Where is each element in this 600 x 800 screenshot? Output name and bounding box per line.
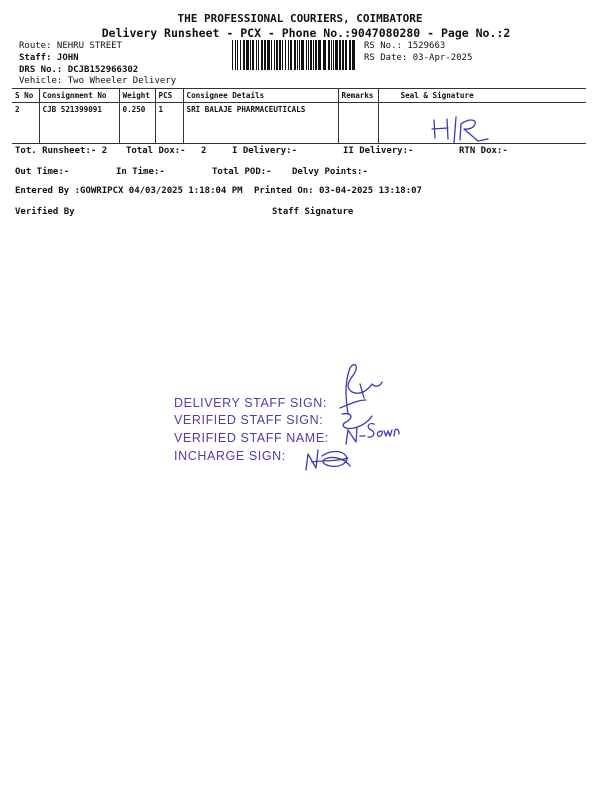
col-header-pcs: PCS <box>155 89 183 103</box>
drs-number: DRS No.: DCJB152966302 <box>19 65 139 75</box>
total-dox-label: Total Dox:- <box>126 146 186 156</box>
runsheet-table <box>12 88 586 144</box>
printed-on: Printed On: 03-04-2025 13:18:07 <box>254 186 422 196</box>
col-header-consignee: Consignee Details <box>183 89 338 103</box>
verified-by: Verified By <box>15 207 75 217</box>
in-time: In Time:- <box>116 167 165 177</box>
cell-consignment: CJB 521399091 <box>39 103 119 144</box>
total-pod: Total POD:- <box>212 167 272 177</box>
table-row <box>12 103 586 144</box>
cell-consignee: SRI BALAJE PHARMACEUTICALS <box>183 103 338 144</box>
staff-signature-label: Staff Signature <box>272 207 354 217</box>
col-header-sno: S No <box>15 91 34 100</box>
col-header-remarks: Remarks <box>338 89 378 103</box>
cell-remarks <box>338 103 378 144</box>
total-dox-value: 2 <box>201 146 207 156</box>
col-header-weight: Weight <box>119 89 155 103</box>
cell-pcs: 1 <box>155 103 183 144</box>
barcode-image <box>232 40 358 70</box>
staff-text: Staff: JOHN <box>19 53 79 63</box>
stamp-verified-staff-sign: VERIFIED STAFF SIGN: <box>174 413 324 427</box>
i-delivery: I Delivery:- <box>232 146 298 156</box>
entered-by: Entered By :GOWRIPCX 04/03/2025 1:18:04 PM <box>15 186 243 196</box>
ii-delivery: II Delivery:- <box>343 146 414 156</box>
vehicle-text: Vehicle: Two Wheeler Delivery <box>19 76 177 86</box>
stamp-delivery-staff-sign: DELIVERY STAFF SIGN: <box>174 396 328 410</box>
rs-date: RS Date: 03-Apr-2025 <box>364 53 473 63</box>
delvy-points: Delvy Points:- <box>292 167 368 177</box>
company-title: THE PROFESSIONAL COURIERS, COIMBATORE <box>177 12 423 25</box>
route-text: Route: NEHRU STREET <box>19 41 122 51</box>
out-time: Out Time:- <box>15 167 70 177</box>
incharge-signature <box>302 444 354 474</box>
rtn-dox: RTN Dox:- <box>459 146 508 156</box>
verified-staff-name-handwritten <box>344 416 400 446</box>
stamp-incharge-sign: INCHARGE SIGN: <box>174 449 286 463</box>
handwritten-receiver-mark <box>428 116 498 144</box>
runsheet-subtitle: Delivery Runsheet - PCX - Phone No.:9047080280 - Page No.:2 <box>101 26 511 40</box>
rs-number: RS No.: 1529663 <box>364 41 446 51</box>
col-header-consignment: Consignment No <box>39 89 119 103</box>
table-header-row <box>12 89 586 103</box>
col-header-seal: Seal & Signature <box>378 89 586 103</box>
stamp-verified-staff-name: VERIFIED STAFF NAME: <box>174 431 329 445</box>
tot-runsheet: Tot. Runsheet:- 2 <box>15 146 108 156</box>
cell-sno: 2 <box>15 105 20 114</box>
cell-weight: 0.250 <box>119 103 155 144</box>
